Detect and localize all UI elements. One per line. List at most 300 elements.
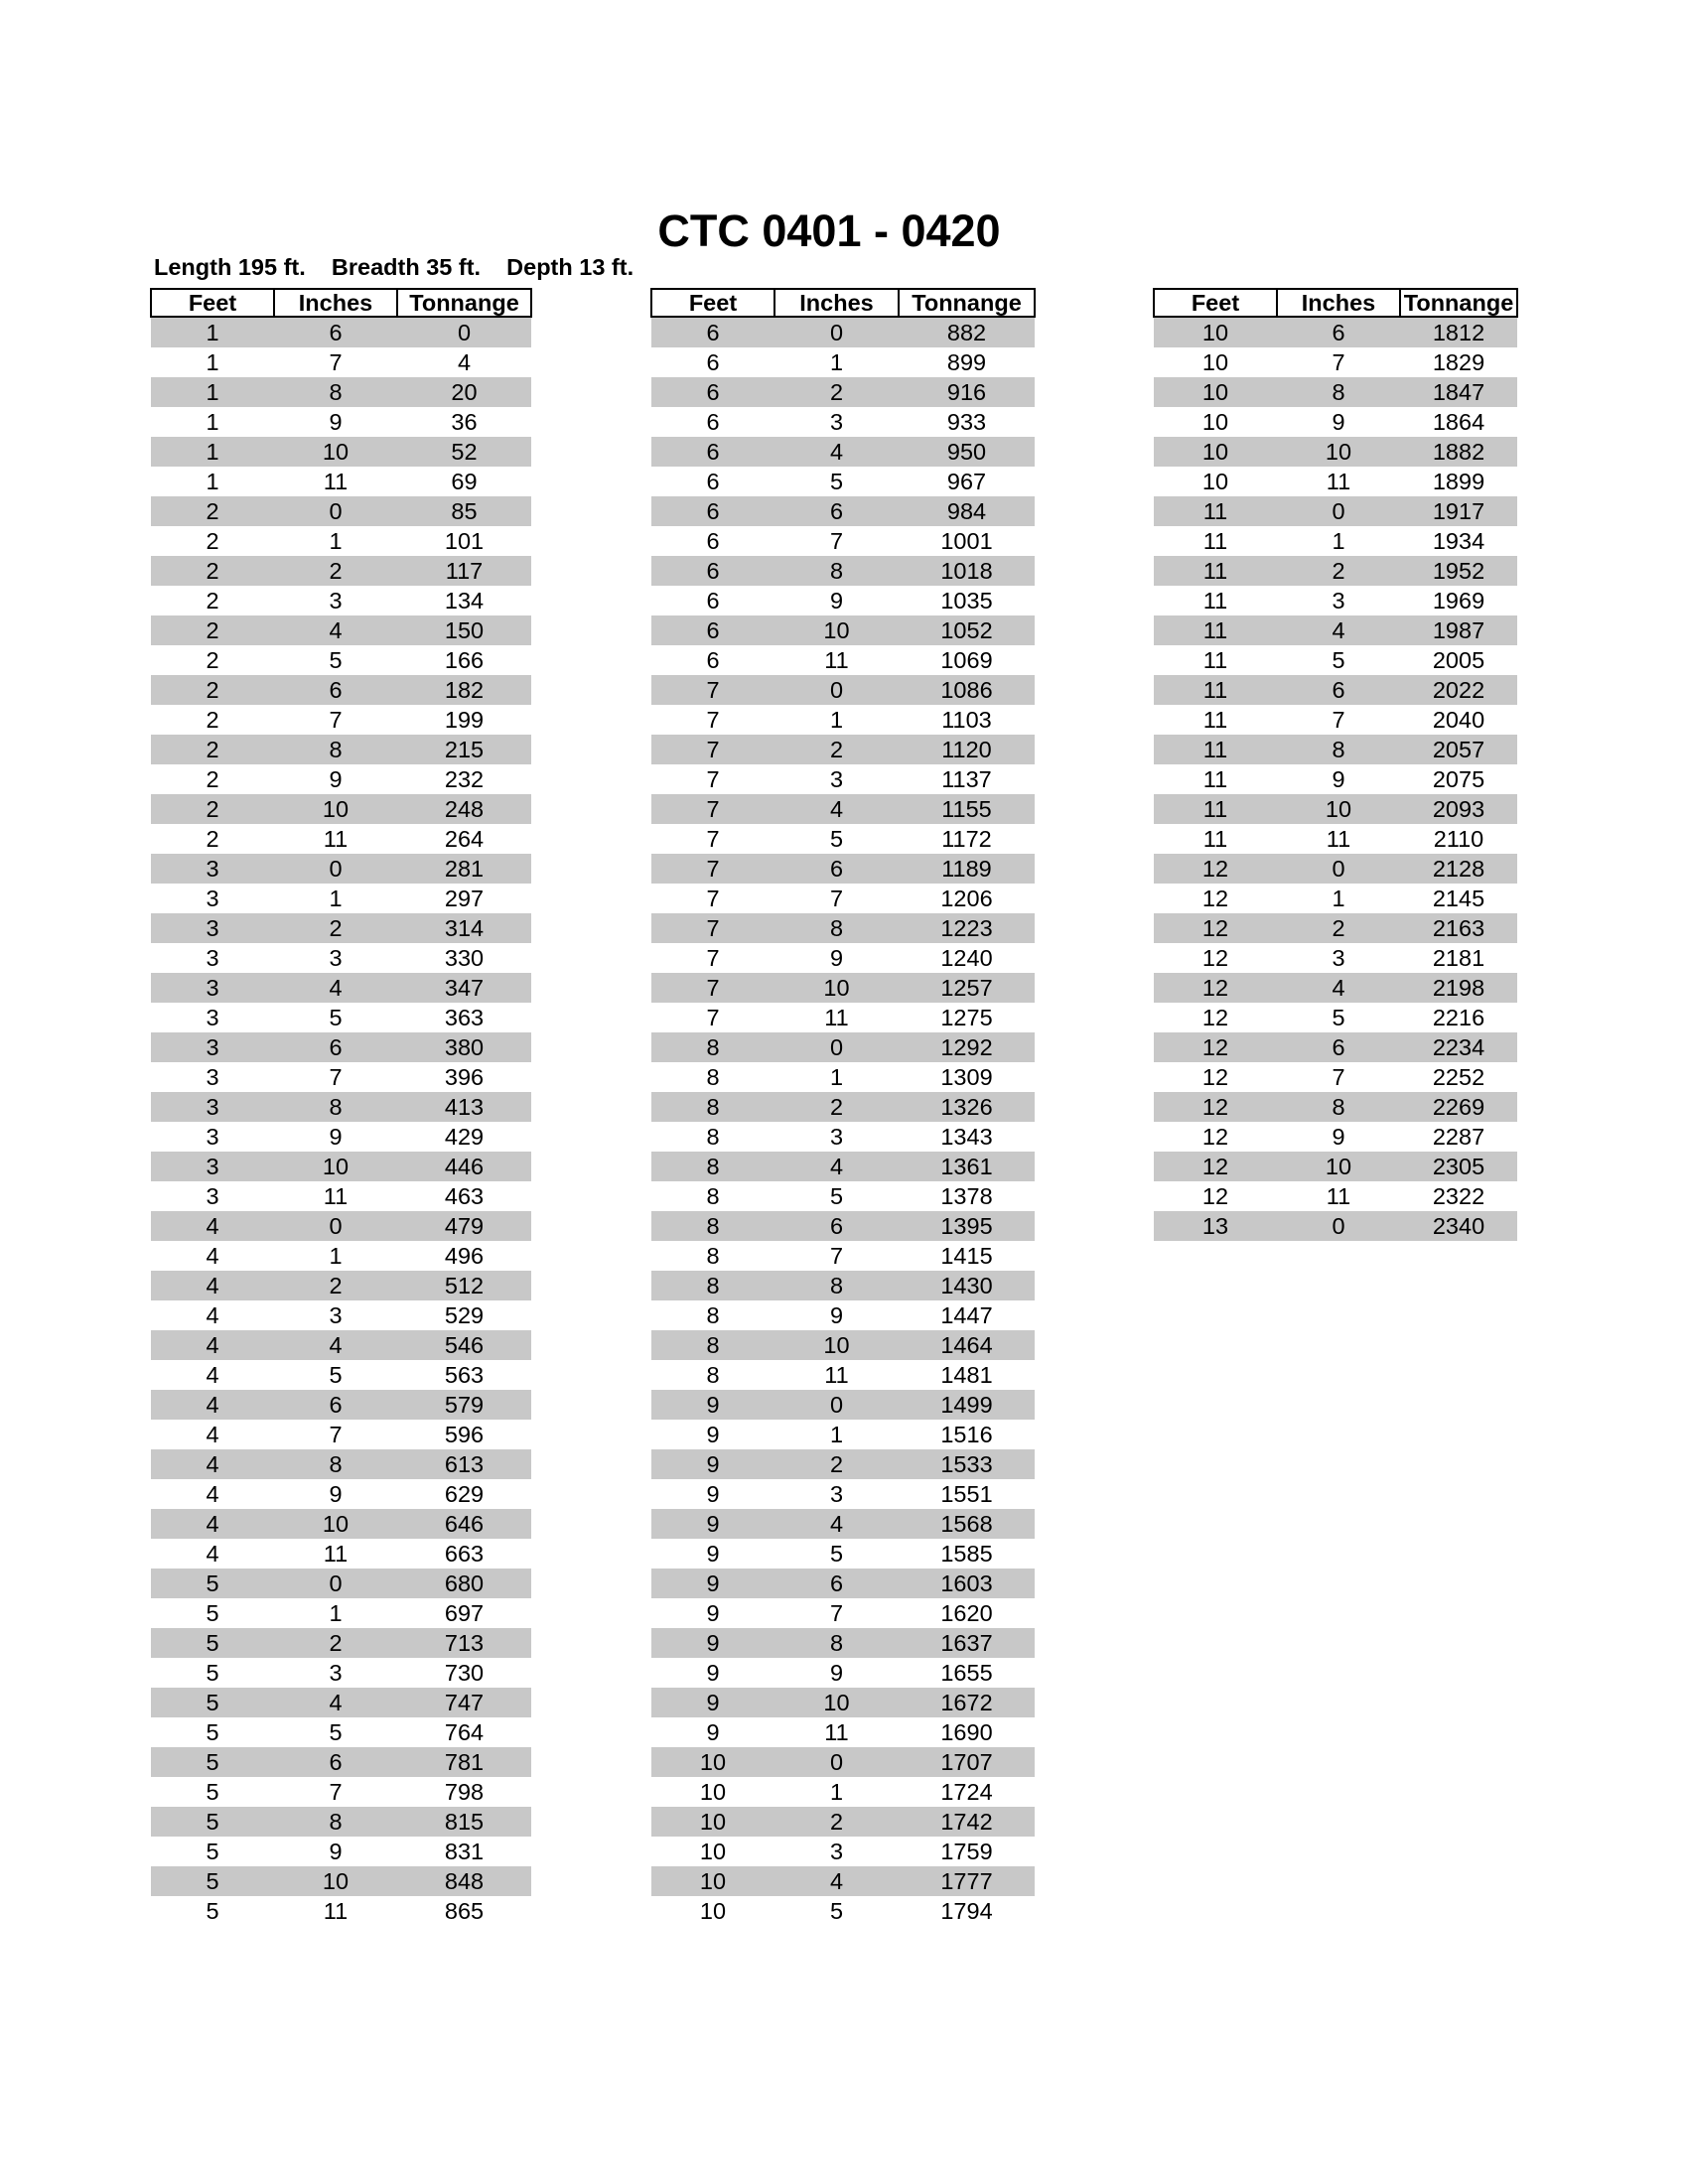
table-row	[151, 645, 531, 675]
cell-inches: 2	[774, 1449, 899, 1479]
cell-tonnage: 2287	[1432, 1124, 1485, 1150]
cell-inches: 0	[1277, 496, 1400, 526]
cell-feet: 10	[699, 1779, 727, 1805]
table-row	[1154, 1211, 1517, 1241]
cell-tonnage: 1899	[1432, 469, 1485, 494]
table-row	[651, 347, 1035, 377]
cell-tonnage: 101	[444, 528, 485, 554]
table-row	[1154, 824, 1517, 854]
cell-tonnage: 967	[946, 469, 987, 494]
cell-tonnage: 2252	[1432, 1064, 1485, 1090]
cell-feet: 8	[706, 1243, 720, 1269]
cell-feet: 5	[151, 1807, 274, 1837]
cell-tonnage: 166	[444, 647, 485, 673]
table-row	[151, 1866, 531, 1896]
cell-inches: 4	[774, 1866, 899, 1896]
cell-inches: 5	[329, 647, 343, 673]
cell-tonnage: 496	[444, 1243, 485, 1269]
cell-feet: 9	[706, 1422, 720, 1447]
cell-feet: 9	[651, 1628, 774, 1658]
cell-feet: 5	[206, 1719, 219, 1745]
cell-tonnage: 1724	[940, 1779, 993, 1805]
table-row	[151, 407, 531, 437]
table-row	[651, 1688, 1035, 1717]
cell-tonnage: 1917	[1400, 496, 1517, 526]
cell-tonnage: 2181	[1432, 945, 1485, 971]
table-row	[151, 1122, 531, 1152]
table-row	[151, 1479, 531, 1509]
cell-inches: 9	[329, 1839, 343, 1864]
table-row	[651, 1300, 1035, 1330]
cell-feet: 2	[206, 707, 219, 733]
table-row	[1154, 675, 1517, 705]
cell-tonnage: 2057	[1400, 735, 1517, 764]
cell-tonnage: 1533	[899, 1449, 1035, 1479]
cell-inches: 3	[1332, 945, 1345, 971]
cell-feet: 8	[651, 1271, 774, 1300]
table-row	[1154, 1122, 1517, 1152]
table-row	[151, 1211, 531, 1241]
cell-feet: 2	[206, 588, 219, 614]
cell-feet: 12	[1154, 913, 1277, 943]
table-row	[651, 824, 1035, 854]
table-row	[651, 675, 1035, 705]
cell-feet: 7	[706, 766, 720, 792]
cell-feet: 10	[1201, 469, 1229, 494]
cell-inches: 8	[274, 735, 397, 764]
table-row	[651, 407, 1035, 437]
cell-inches: 1	[329, 1243, 343, 1269]
cell-tonnage: 281	[397, 854, 531, 884]
table-row	[151, 1271, 531, 1300]
table-row	[651, 705, 1035, 735]
table-row	[651, 943, 1035, 973]
table-row	[651, 1181, 1035, 1211]
table-row	[1154, 556, 1517, 586]
table-row	[651, 1479, 1035, 1509]
cell-feet: 4	[151, 1449, 274, 1479]
cell-tonnage: 85	[397, 496, 531, 526]
cell-feet: 7	[651, 973, 774, 1003]
cell-feet: 12	[1201, 1124, 1229, 1150]
table-row	[1154, 586, 1517, 615]
cell-feet: 4	[206, 1481, 219, 1507]
table-row	[151, 1539, 531, 1569]
table-row	[151, 1003, 531, 1032]
cell-inches: 3	[829, 766, 844, 792]
cell-feet: 5	[206, 1600, 219, 1626]
table-row	[151, 1717, 531, 1747]
cell-tonnage: 1361	[899, 1152, 1035, 1181]
cell-tonnage: 1481	[940, 1362, 993, 1388]
cell-inches: 5	[829, 826, 844, 852]
cell-inches: 0	[274, 1211, 397, 1241]
cell-tonnage: 1086	[899, 675, 1035, 705]
cell-feet: 4	[206, 1422, 219, 1447]
cell-feet: 11	[1202, 826, 1228, 852]
cell-tonnage: 1551	[940, 1481, 993, 1507]
cell-feet: 7	[706, 826, 720, 852]
table-row	[651, 973, 1035, 1003]
cell-feet: 4	[151, 1509, 274, 1539]
cell-feet: 3	[151, 913, 274, 943]
cell-tonnage: 2022	[1400, 675, 1517, 705]
cell-feet: 7	[651, 675, 774, 705]
cell-inches: 8	[1277, 377, 1400, 407]
cell-tonnage: 1120	[899, 735, 1035, 764]
cell-feet: 11	[1202, 647, 1228, 673]
cell-inches: 9	[1332, 766, 1345, 792]
cell-tonnage: 663	[444, 1541, 485, 1567]
cell-tonnage: 1240	[940, 945, 993, 971]
cell-tonnage: 1847	[1400, 377, 1517, 407]
cell-tonnage: 1103	[941, 707, 992, 733]
table-row	[651, 1241, 1035, 1271]
cell-inches: 4	[274, 1688, 397, 1717]
cell-feet: 12	[1154, 973, 1277, 1003]
cell-inches: 5	[829, 1898, 844, 1924]
tonnage-table-1	[150, 288, 532, 1926]
table-row	[1154, 1062, 1517, 1092]
cell-feet: 11	[1202, 707, 1228, 733]
cell-tonnage: 2110	[1433, 826, 1484, 852]
table-row	[651, 913, 1035, 943]
table-row	[1154, 913, 1517, 943]
cell-feet: 6	[706, 588, 720, 614]
cell-tonnage: 380	[397, 1032, 531, 1062]
cell-feet: 4	[151, 1211, 274, 1241]
cell-tonnage: 413	[397, 1092, 531, 1122]
cell-feet: 6	[706, 647, 720, 673]
cell-feet: 11	[1202, 528, 1228, 554]
table-row	[651, 1717, 1035, 1747]
cell-feet: 2	[151, 615, 274, 645]
cell-feet: 11	[1154, 735, 1277, 764]
cell-feet: 3	[206, 1124, 219, 1150]
table-row	[151, 1390, 531, 1420]
cell-inches: 9	[1332, 409, 1345, 435]
cell-feet: 9	[651, 1390, 774, 1420]
cell-inches: 7	[329, 1422, 343, 1447]
table-row	[151, 1777, 531, 1807]
cell-inches: 11	[824, 647, 849, 673]
cell-feet: 3	[206, 945, 219, 971]
cell-feet: 10	[651, 1866, 774, 1896]
table-row	[151, 1300, 531, 1330]
table-row	[651, 377, 1035, 407]
table-row	[151, 1747, 531, 1777]
cell-inches: 10	[1277, 437, 1400, 467]
table-row	[1154, 467, 1517, 496]
table-row	[1154, 645, 1517, 675]
cell-feet: 6	[651, 615, 774, 645]
cell-inches: 5	[1332, 647, 1345, 673]
cell-tonnage: 781	[397, 1747, 531, 1777]
cell-tonnage: 2216	[1432, 1005, 1485, 1030]
cell-inches: 8	[274, 377, 397, 407]
table-row	[651, 1509, 1035, 1539]
table-row	[651, 1390, 1035, 1420]
table-row	[151, 884, 531, 913]
table-row	[651, 1896, 1035, 1926]
cell-feet: 2	[151, 675, 274, 705]
cell-tonnage: 899	[946, 349, 987, 375]
cell-inches: 7	[829, 886, 844, 911]
cell-inches: 10	[274, 437, 397, 467]
cell-feet: 10	[699, 1839, 727, 1864]
cell-feet: 5	[151, 1866, 274, 1896]
table-row	[651, 1658, 1035, 1688]
cell-feet: 11	[1154, 794, 1277, 824]
cell-tonnage: 1794	[940, 1898, 993, 1924]
cell-feet: 3	[151, 1152, 274, 1181]
cell-inches: 9	[829, 588, 844, 614]
cell-tonnage: 596	[444, 1422, 485, 1447]
cell-inches: 11	[824, 1362, 849, 1388]
cell-tonnage: 950	[899, 437, 1035, 467]
cell-tonnage: 232	[444, 766, 485, 792]
header-inches: Inches	[774, 289, 899, 317]
table-row	[651, 317, 1035, 347]
cell-tonnage: 865	[444, 1898, 485, 1924]
cell-inches: 7	[329, 707, 343, 733]
table-row	[151, 1330, 531, 1360]
cell-tonnage: 1292	[899, 1032, 1035, 1062]
cell-inches: 5	[329, 1362, 343, 1388]
cell-feet: 7	[706, 707, 720, 733]
cell-feet: 5	[151, 1569, 274, 1598]
cell-inches: 1	[829, 1779, 844, 1805]
table-row	[651, 764, 1035, 794]
cell-tonnage: 613	[397, 1449, 531, 1479]
cell-inches: 11	[323, 1183, 349, 1209]
table-row	[1154, 1032, 1517, 1062]
cell-feet: 8	[706, 1183, 720, 1209]
table-row	[651, 1420, 1035, 1449]
cell-feet: 9	[706, 1660, 720, 1686]
cell-inches: 5	[329, 1005, 343, 1030]
cell-tonnage: 1395	[899, 1211, 1035, 1241]
cell-inches: 1	[829, 349, 844, 375]
cell-feet: 9	[651, 1509, 774, 1539]
cell-inches: 7	[1332, 349, 1345, 375]
cell-inches: 10	[274, 1152, 397, 1181]
cell-inches: 0	[774, 317, 899, 347]
cell-feet: 8	[706, 1302, 720, 1328]
cell-inches: 10	[274, 1509, 397, 1539]
header-tonnage: Tonnange	[899, 289, 1035, 317]
cell-feet: 12	[1201, 1005, 1229, 1030]
cell-inches: 7	[329, 349, 343, 375]
cell-inches: 8	[774, 913, 899, 943]
table-row	[151, 1420, 531, 1449]
cell-inches: 7	[829, 1243, 844, 1269]
cell-feet: 10	[1201, 409, 1229, 435]
cell-feet: 8	[651, 1092, 774, 1122]
cell-inches: 10	[1277, 1152, 1400, 1181]
header-feet: Feet	[1154, 289, 1277, 317]
cell-tonnage: 1499	[899, 1390, 1035, 1420]
table-row	[151, 1807, 531, 1837]
cell-tonnage: 2234	[1400, 1032, 1517, 1062]
table-row	[651, 526, 1035, 556]
cell-inches: 0	[274, 854, 397, 884]
table-row	[651, 1330, 1035, 1360]
cell-tonnage: 1069	[940, 647, 993, 673]
cell-feet: 5	[206, 1660, 219, 1686]
cell-inches: 6	[774, 1211, 899, 1241]
cell-tonnage: 1672	[899, 1688, 1035, 1717]
cell-inches: 9	[829, 1302, 844, 1328]
table-row	[151, 526, 531, 556]
cell-inches: 8	[774, 556, 899, 586]
table-row	[651, 1539, 1035, 1569]
cell-inches: 0	[774, 1032, 899, 1062]
cell-inches: 3	[1332, 588, 1345, 614]
cell-inches: 1	[329, 528, 343, 554]
cell-tonnage: 1952	[1400, 556, 1517, 586]
cell-feet: 6	[706, 409, 720, 435]
cell-feet: 9	[706, 1481, 720, 1507]
table-row	[151, 377, 531, 407]
table-row	[151, 1241, 531, 1271]
cell-inches: 0	[1277, 1211, 1400, 1241]
cell-feet: 5	[206, 1898, 219, 1924]
table-row	[1154, 1181, 1517, 1211]
cell-inches: 0	[774, 675, 899, 705]
cell-feet: 10	[1201, 349, 1229, 375]
cell-tonnage: 1326	[899, 1092, 1035, 1122]
table-row	[651, 1152, 1035, 1181]
cell-feet: 7	[706, 1005, 720, 1030]
header-tonnage: Tonnange	[1400, 289, 1517, 317]
cell-inches: 0	[774, 1390, 899, 1420]
cell-tonnage: 2163	[1400, 913, 1517, 943]
cell-feet: 3	[206, 1064, 219, 1090]
cell-tonnage: 1987	[1400, 615, 1517, 645]
cell-inches: 9	[329, 409, 343, 435]
cell-feet: 1	[206, 409, 219, 435]
cell-tonnage: 2269	[1400, 1092, 1517, 1122]
cell-inches: 10	[1277, 794, 1400, 824]
cell-feet: 8	[651, 1032, 774, 1062]
cell-tonnage: 1223	[899, 913, 1035, 943]
table-row	[651, 1866, 1035, 1896]
cell-feet: 2	[151, 794, 274, 824]
cell-inches: 11	[323, 1898, 349, 1924]
cell-tonnage: 0	[397, 317, 531, 347]
cell-tonnage: 1464	[899, 1330, 1035, 1360]
cell-tonnage: 1447	[940, 1302, 993, 1328]
cell-inches: 1	[829, 1422, 844, 1447]
cell-feet: 7	[706, 945, 720, 971]
cell-tonnage: 1882	[1400, 437, 1517, 467]
cell-inches: 8	[274, 1092, 397, 1122]
cell-tonnage: 199	[444, 707, 485, 733]
table-row	[151, 764, 531, 794]
cell-tonnage: 646	[397, 1509, 531, 1539]
cell-inches: 2	[774, 1092, 899, 1122]
cell-tonnage: 1189	[899, 854, 1035, 884]
cell-inches: 3	[829, 1839, 844, 1864]
cell-feet: 5	[151, 1688, 274, 1717]
cell-feet: 4	[206, 1362, 219, 1388]
table-row	[1154, 705, 1517, 735]
cell-inches: 9	[829, 1660, 844, 1686]
table-row	[651, 1092, 1035, 1122]
table-row	[1154, 943, 1517, 973]
cell-tonnage: 1275	[940, 1005, 993, 1030]
cell-feet: 4	[206, 1541, 219, 1567]
cell-feet: 1	[151, 437, 274, 467]
tonnage-table-3	[1153, 288, 1518, 1241]
table-row	[651, 1628, 1035, 1658]
cell-inches: 0	[274, 1569, 397, 1598]
cell-tonnage: 215	[397, 735, 531, 764]
table-row	[151, 675, 531, 705]
table-row	[151, 705, 531, 735]
cell-inches: 3	[329, 1660, 343, 1686]
cell-feet: 1	[206, 469, 219, 494]
cell-tonnage: 1655	[940, 1660, 993, 1686]
cell-inches: 0	[774, 1747, 899, 1777]
cell-feet: 8	[651, 1152, 774, 1181]
cell-feet: 3	[151, 973, 274, 1003]
cell-tonnage: 1001	[940, 528, 993, 554]
cell-tonnage: 831	[444, 1839, 485, 1864]
cell-inches: 3	[829, 1481, 844, 1507]
cell-inches: 11	[323, 1541, 349, 1567]
cell-feet: 9	[651, 1569, 774, 1598]
cell-tonnage: 512	[397, 1271, 531, 1300]
cell-tonnage: 546	[397, 1330, 531, 1360]
cell-tonnage: 1343	[940, 1124, 993, 1150]
cell-feet: 7	[651, 913, 774, 943]
cell-feet: 3	[151, 854, 274, 884]
cell-tonnage: 1829	[1432, 349, 1485, 375]
cell-feet: 8	[651, 1211, 774, 1241]
cell-feet: 8	[706, 1124, 720, 1150]
header-feet: Feet	[651, 289, 774, 317]
cell-inches: 4	[774, 794, 899, 824]
cell-feet: 10	[699, 1898, 727, 1924]
cell-tonnage: 36	[451, 409, 478, 435]
cell-inches: 5	[329, 1719, 343, 1745]
cell-feet: 5	[151, 1628, 274, 1658]
table-row	[151, 496, 531, 526]
cell-inches: 1	[829, 707, 844, 733]
cell-inches: 9	[329, 1124, 343, 1150]
cell-tonnage: 1585	[940, 1541, 993, 1567]
header-feet: Feet	[151, 289, 274, 317]
table-row	[651, 1003, 1035, 1032]
table-row	[1154, 884, 1517, 913]
page-title: CTC 0401 - 0420	[657, 205, 1001, 256]
table-row	[1154, 854, 1517, 884]
table-row	[651, 1747, 1035, 1777]
cell-feet: 9	[651, 1688, 774, 1717]
cell-inches: 5	[829, 1541, 844, 1567]
cell-feet: 8	[706, 1362, 720, 1388]
table-row	[151, 556, 531, 586]
cell-feet: 4	[151, 1271, 274, 1300]
cell-feet: 4	[206, 1243, 219, 1269]
cell-inches: 6	[774, 1569, 899, 1598]
table-row	[151, 615, 531, 645]
cell-tonnage: 798	[444, 1779, 485, 1805]
cell-inches: 5	[829, 469, 844, 494]
cell-inches: 10	[274, 1866, 397, 1896]
